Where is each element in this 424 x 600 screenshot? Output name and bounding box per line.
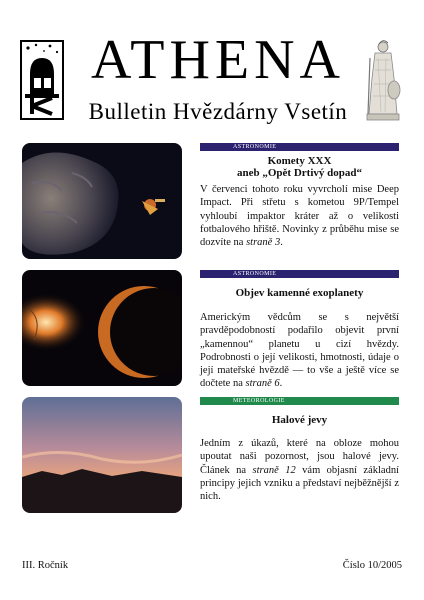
article-subtitle-line: aneb „Opět Drtivý dopad“ bbox=[237, 167, 362, 179]
article-body-comets bbox=[200, 183, 399, 249]
page-reference: straně 12 bbox=[252, 464, 296, 476]
footer-issue: Číslo 10/2005 bbox=[342, 560, 402, 571]
athena-statue-image bbox=[364, 38, 402, 122]
article-text-end: . bbox=[280, 237, 283, 249]
article-title-line: Komety XXX bbox=[267, 155, 332, 167]
article-title-comets bbox=[200, 155, 399, 179]
rubric-astronomy-2: ASTRONOMIE bbox=[200, 270, 399, 278]
article-text-start: Jedním z úkazů, které na obloze mohou upoutat naši pozornost, jsou halové jevy. Článek na bbox=[200, 438, 399, 476]
footer-volume: III. Ročník bbox=[22, 560, 69, 571]
article-text-end: . bbox=[279, 378, 283, 390]
article-body-exoplanet bbox=[200, 311, 399, 391]
article-body-halo bbox=[200, 437, 399, 503]
observatory-logo bbox=[20, 40, 64, 120]
rubric-meteorology: METEOROLOGIE bbox=[200, 397, 399, 405]
article-title-exoplanet bbox=[200, 287, 399, 299]
article-title-line: Objev kamenné exoplanety bbox=[235, 287, 364, 299]
masthead-subtitle: Bulletin Hvězdárny Vsetín bbox=[88, 99, 348, 124]
rubric-astronomy-1: ASTRONOMIE bbox=[200, 143, 399, 151]
page-reference: straně 3 bbox=[246, 237, 281, 249]
comet-impact-image bbox=[22, 143, 182, 259]
article-text: V červenci tohoto roku vyvrcholí mise Deep Impact. Při střetu s kometou 9P/Tempel vyhloubí impaktor kráter až o velikosti fotbalového hřiště. Novinky z průběhu mise se dozvíte na bbox=[200, 184, 399, 249]
exoplanet-image bbox=[22, 270, 182, 386]
sunset-halo-image bbox=[22, 397, 182, 513]
article-title-line: Halové jevy bbox=[271, 414, 328, 426]
page-reference: straně 6 bbox=[245, 378, 280, 390]
masthead-title: ATHENA bbox=[91, 29, 345, 91]
article-text: Americkým vědcům se s největší pravděpodobností podařilo objevit první „kamennou“ planetu u cizí hvězdy. Podrobnosti o její velikosti, hmotnosti, údaje o její mateřské hvězdě — to vše a ještě více se dočtete na bbox=[200, 312, 399, 390]
article-title-halo bbox=[200, 414, 399, 426]
article-text: vám objasní základní principy jejich vzniku a představí nejběžnější z nich. bbox=[200, 464, 399, 503]
